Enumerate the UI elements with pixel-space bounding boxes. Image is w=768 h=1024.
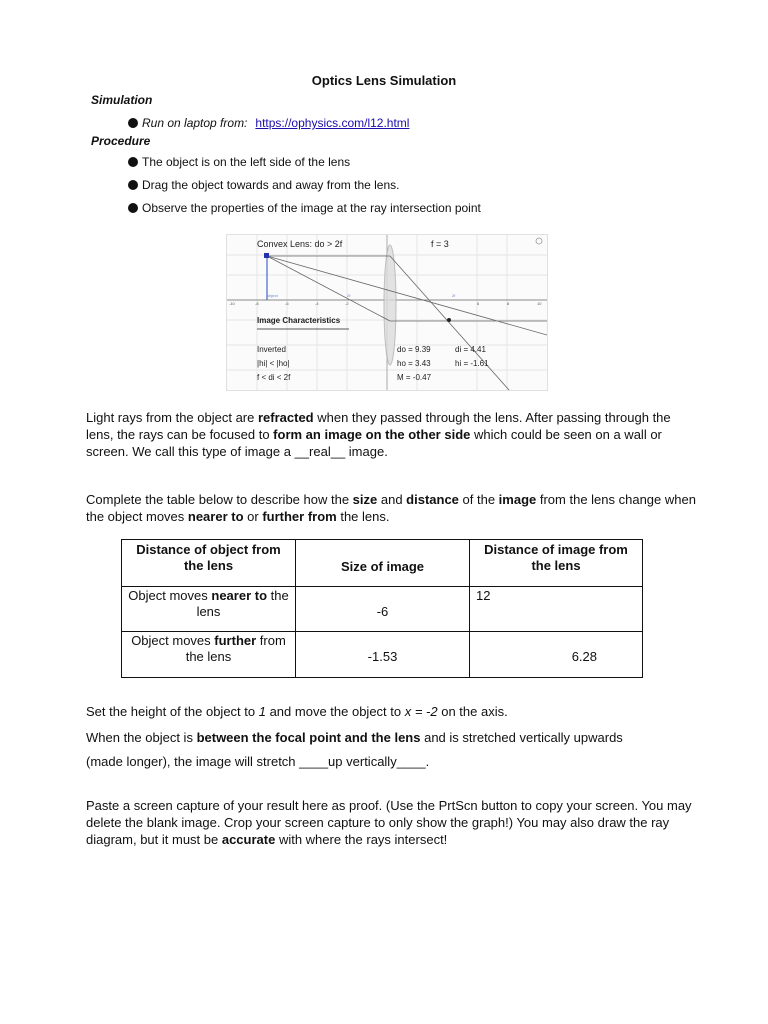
paragraph-set-height: Set the height of the object to 1 and move the object to x = -2 on the axis. [86, 704, 508, 719]
table-row [122, 587, 643, 632]
svg-text:6: 6 [477, 301, 480, 306]
svg-text:-8: -8 [255, 301, 259, 306]
property-size: |hi| < |ho| [257, 359, 290, 368]
svg-text:10: 10 [537, 301, 542, 306]
property-distance: f < di < 2f [257, 373, 291, 382]
paragraph-table-instructions: Complete the table below to describe how the size and distance of the image from the lens change when the object moves nearer to or further from the lens. [86, 492, 696, 524]
value-di: di = 4.41 [455, 345, 486, 354]
row-label-further: Object moves further from the lens [122, 632, 296, 678]
simulation-link[interactable]: https://ophysics.com/l12.html [255, 116, 410, 130]
row-label-nearer: Object moves nearer to the lens [122, 587, 296, 632]
results-table [121, 539, 643, 678]
distance-further[interactable]: 6.28 [470, 632, 643, 678]
procedure-step: The object is on the left side of the lens [128, 155, 350, 169]
image-characteristics-heading: Image Characteristics [257, 316, 341, 325]
bullet-icon [128, 118, 138, 128]
paragraph-stretch: When the object is between the focal point and the lens and is stretched vertically upwards (made longer), the image will stretch ____up vertically____. [86, 730, 623, 769]
page-title: Optics Lens Simulation [311, 73, 457, 88]
svg-text:-10: -10 [229, 301, 235, 306]
procedure-step: Drag the object towards and away from the lens. [128, 178, 399, 192]
svg-text:-6: -6 [285, 301, 289, 306]
header-image-distance: Distance of image from the lens [470, 540, 643, 587]
focal-label: f = 3 [431, 239, 449, 249]
lens-simulation-figure [226, 234, 548, 391]
value-m: M = -0.47 [397, 373, 432, 382]
value-do: do = 9.39 [397, 345, 431, 354]
distance-nearer[interactable]: 12 [470, 587, 643, 632]
paragraph-screen-capture: Paste a screen capture of your result here as proof. (Use the PrtScn button to copy your screen. You may delete the blank image. Crop your screen capture to only show the graph!) You may also draw the ray diagram, but it must be accurate with where the rays intersect! [86, 798, 692, 847]
value-ho: ho = 3.43 [397, 359, 431, 368]
paragraph-refraction: Light rays from the object are refracted when they passed through the lens. After passing through the lens, the rays can be focused to form an image on the other side which could be seen on a wall or screen. We call this type of image a __real__ image. [86, 410, 671, 459]
svg-text:object: object [267, 293, 278, 298]
value-hi: hi = -1.61 [455, 359, 489, 368]
svg-text:2f: 2f [452, 293, 456, 298]
procedure-heading: Procedure [91, 134, 151, 148]
header-image-size: Size of image [296, 540, 470, 587]
svg-text:-4: -4 [315, 301, 319, 306]
svg-text:2f: 2f [347, 293, 351, 298]
stretch-answer[interactable]: (made longer), the image will stretch ____up vertically____. [86, 754, 430, 769]
run-bullet [128, 116, 409, 130]
bullet-icon [128, 157, 138, 167]
simulation-heading: Simulation [91, 93, 153, 107]
procedure-step: Observe the properties of the image at the ray intersection point [128, 201, 481, 215]
size-further[interactable]: -1.53 [296, 632, 470, 678]
table-row [122, 632, 643, 678]
svg-text:-2: -2 [345, 301, 349, 306]
svg-text:8: 8 [507, 301, 510, 306]
size-nearer[interactable]: -6 [296, 587, 470, 632]
lens-label: Convex Lens: do > 2f [257, 239, 343, 249]
run-label: Run on laptop from: [142, 116, 248, 130]
bullet-icon [128, 203, 138, 213]
header-object-distance: Distance of object from the lens [122, 540, 296, 587]
bullet-icon [128, 180, 138, 190]
property-inverted: Inverted [257, 345, 286, 354]
